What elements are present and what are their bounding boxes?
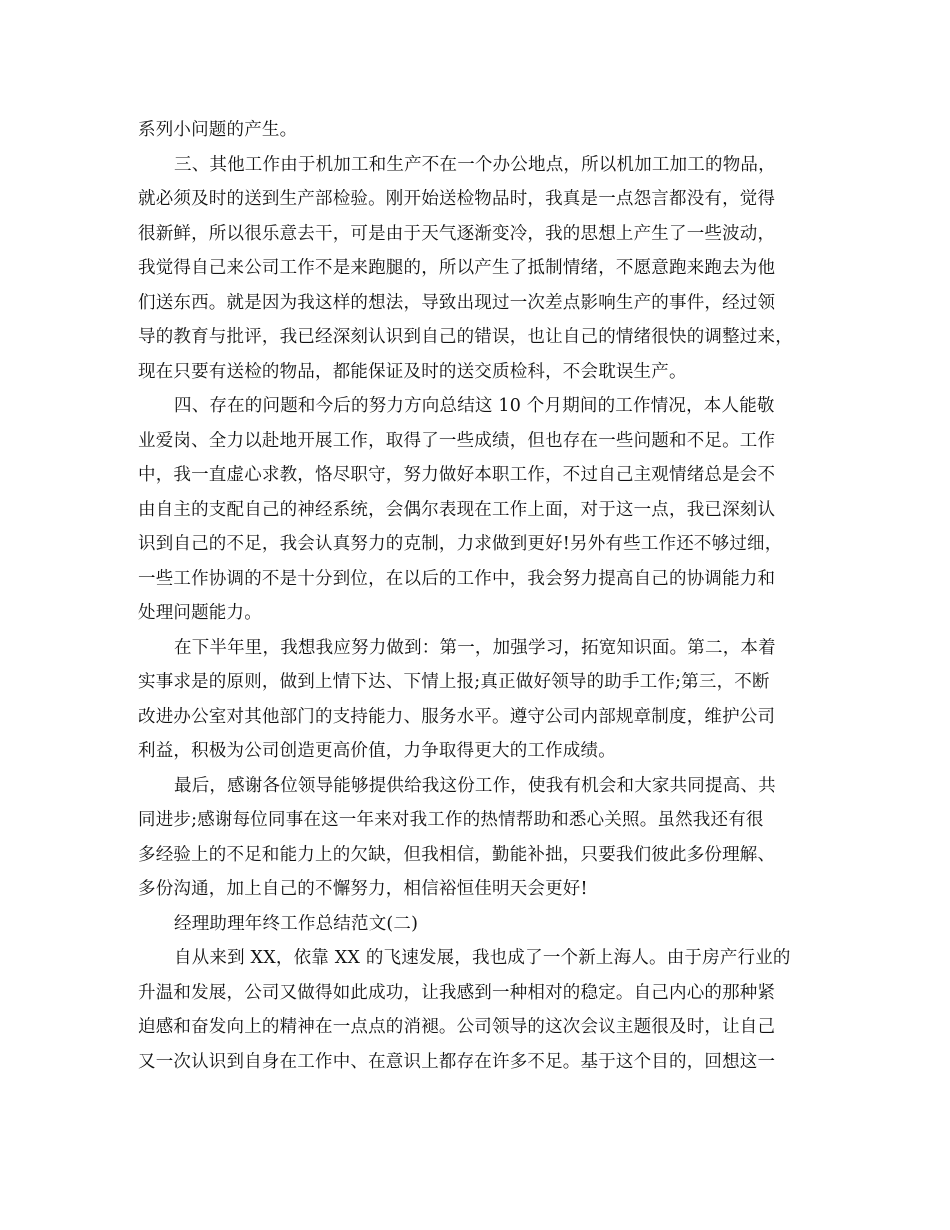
text-line: 现在只要有送检的物品，都能保证及时的送交质检科，不会耽误生产。: [138, 361, 687, 382]
text-line: 四、存在的问题和今后的努力方向总结这 10 个月期间的工作情况，本人能敬: [174, 396, 775, 416]
text-line: 一些工作协调的不是十分到位，在以后的工作中，我会努力提高自己的协调能力和: [138, 568, 776, 589]
text-line: 迫感和奋发向上的精神在一点点的消褪。公司领导的这次会议主题很及时，让自己: [138, 1017, 776, 1037]
text-line: 由自主的支配自己的神经系统，会偶尔表现在工作上面，对于这一点，我已深刻认: [138, 499, 776, 520]
text-line: 就必须及时的送到生产部检验。刚开始送检物品时，我真是一点怨言都没有，觉得: [138, 189, 776, 209]
text-line: 实事求是的原则，做到上情下达、下情上报;真正做好领导的助手工作;第三，不断: [138, 672, 770, 692]
text-line: 改进办公室对其他部门的支持能力、服务水平。遵守公司内部规章制度，维护公司: [138, 706, 776, 727]
text-line: 自从来到 XX，依靠 XX 的飞速发展，我也成了一个新上海人。由于房产行业的: [174, 948, 791, 968]
text-line: 经理助理年终工作总结范文(二): [174, 913, 419, 934]
text-line: 又一次认识到自身在工作中、在意识上都存在许多不足。基于这个目的，回想这一: [138, 1051, 776, 1072]
text-line: 们送东西。就是因为我这样的想法，导致出现过一次差点影响生产的事件，经过领: [138, 292, 776, 313]
text-line: 识到自己的不足，我会认真努力的克制，力求做到更好!另外有些工作还不够过细，: [138, 534, 783, 554]
document-body: [138, 113, 828, 1079]
text-line: 升温和发展，公司又做得如此成功，让我感到一种相对的稳定。自己内心的那种紧: [138, 982, 776, 1003]
text-line: 多经验上的不足和能力上的欠缺，但我相信，勤能补拙，只要我们彼此多份理解、: [138, 844, 776, 865]
text-line: 系列小问题的产生。: [138, 120, 298, 140]
text-line: 业爱岗、全力以赴地开展工作，取得了一些成绩，但也存在一些问题和不足。工作: [138, 430, 776, 451]
text-line: 利益，积极为公司创造更高价值，力争取得更大的工作成绩。: [138, 741, 616, 761]
text-line: 导的教育与批评，我已经深刻认识到自己的错误，也让自己的情绪很快的调整过来，: [138, 327, 793, 347]
text-line: 最后，感谢各位领导能够提供给我这份工作，使我有机会和大家共同提高、共: [174, 775, 776, 796]
text-line: 同进步;感谢每位同事在这一年来对我工作的热情帮助和悉心关照。虽然我还有很: [138, 810, 764, 830]
text-line: 处理问题能力。: [138, 603, 262, 623]
text-line: 很新鲜，所以很乐意去干，可是由于天气逐渐变冷，我的思想上产生了一些波动，: [138, 223, 776, 244]
text-line: 我觉得自己来公司工作不是来跑腿的，所以产生了抵制情绪，不愿意跑来跑去为他: [138, 258, 776, 278]
text-line: 三、其他工作由于机加工和生产不在一个办公地点，所以机加工加工的物品，: [174, 154, 776, 175]
text-line: 在下半年里，我想我应努力做到：第一，加强学习，拓宽知识面。第二，本着: [174, 637, 776, 658]
text-line: 中，我一直虚心求教，恪尽职守，努力做好本职工作，不过自己主观情绪总是会不: [138, 465, 776, 485]
text-line: 多份沟通，加上自己的不懈努力，相信裕恒佳明天会更好!: [138, 879, 588, 899]
